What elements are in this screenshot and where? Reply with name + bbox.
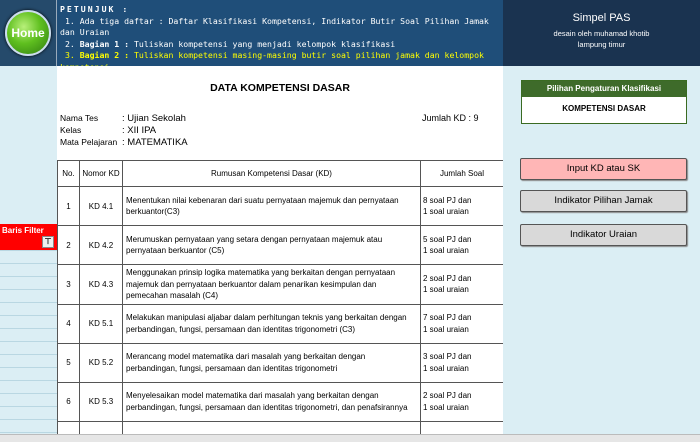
cell-no[interactable]: 3 [58,265,80,305]
jumlah-uraian: 1 soal uraian [423,402,469,412]
step-text: Tuliskan kompetensi yang menjadi kelompok klasifikasi [133,38,396,49]
author-location: lampung timur [577,40,626,49]
nama-tes-value[interactable]: : Ujian Sekolah [122,113,186,124]
cell-jumlah-soal[interactable] [421,187,504,226]
indikator-uraian-button[interactable]: Indikator Uraian [520,224,687,246]
cell-no[interactable]: 2 [58,226,80,265]
sheet-title: DATA KOMPETENSI DASAR [210,82,350,94]
kd-table-row[interactable] [58,187,504,226]
horizontal-scrollbar[interactable] [0,434,700,442]
cell-jumlah-soal[interactable] [421,343,504,382]
brand-panel [503,0,700,66]
col-rumusan: Rumusan Kompetensi Dasar (KD) [123,161,421,187]
step-number: 2. [64,38,75,49]
cell-rumusan[interactable]: Merancang model matematika dari masalah yang berkaitan dengan perbandingan, fungsi, persamaan dan identitas trigonometri [123,343,421,382]
jumlah-uraian: 1 soal uraian [423,363,469,373]
cell-nomor-kd[interactable]: KD 4.3 [80,265,123,305]
kd-table [57,160,503,442]
nama-tes-row [60,113,186,124]
cell-rumusan[interactable]: Menggunakan prinsip logika matematika yang berkaitan dengan pernyataan majemuk dan pernyataan berkuantor dalam penarikan kesimpulan dan pemecahan masalah (C4) [123,265,421,305]
cell-rumusan[interactable]: Menyelesaikan model matematika dari masalah yang berkaitan dengan perbandingan, fungsi, persamaan dan identitas trigonometri, dan penafsirannya [123,382,421,421]
kelas-value[interactable]: : XII IPA [122,125,157,136]
kd-table-row[interactable] [58,304,504,343]
instruction-step [60,16,500,39]
sheet-gridlines [0,250,57,442]
baris-filter-cell [0,224,57,250]
klasifikasi-box [521,80,687,124]
kd-table-header [58,161,504,187]
jumlah-uraian: 1 soal uraian [423,324,469,334]
cell-no[interactable]: 4 [58,304,80,343]
cell-jumlah-soal[interactable] [421,382,504,421]
kd-table-row[interactable] [58,265,504,305]
jumlah-pj: 8 soal PJ dan [423,195,472,205]
jumlah-uraian: 1 soal uraian [423,207,469,216]
kelas-row [60,125,156,136]
step-part-label: Bagian 2 : [79,50,130,60]
home-button[interactable]: Home [5,10,51,56]
author-credit: desain oleh muhamad khotib [553,29,650,38]
step-number: 1. [64,15,75,26]
jumlah-pj: 3 soal PJ dan [423,352,472,361]
cell-nomor-kd[interactable]: KD 5.3 [80,382,123,421]
cell-rumusan[interactable]: Merumuskan pernyataan yang setara dengan pernyataan majemuk atau pernyataan berkuantor (C5) [123,226,421,265]
left-strip [0,66,57,442]
cell-nomor-kd[interactable]: KD 5.2 [80,343,123,382]
kd-table-row[interactable] [58,343,504,382]
jumlah-pj: 5 soal PJ dan [423,234,472,244]
home-cell [0,0,57,66]
cell-rumusan[interactable]: Menentukan nilai kebenaran dari suatu pernyataan majemuk dan pernyataan berkuantor(C3) [123,187,421,226]
header-bar [0,0,700,66]
step-text: Tuliskan kompetensi masing-masing butir soal pilihan jamak dan kelompok [133,50,484,60]
kd-table-row[interactable] [58,226,504,265]
kd-sheet [57,66,503,442]
step-text: Ada tiga daftar : Daftar Klasifikasi Kompetensi, Indikator Butir Soal Pilihan Jamak dan Uraian [60,15,489,37]
input-kd-button[interactable]: Input KD atau SK [520,158,687,180]
cell-jumlah-soal[interactable] [421,304,504,343]
baris-filter-label: Baris Filter [2,226,44,235]
cell-no[interactable]: 5 [58,343,80,382]
jumlah-uraian: 1 soal uraian [423,246,469,255]
jumlah-pj: 2 soal PJ dan [423,391,472,400]
kd-table-row[interactable] [58,382,504,421]
filter-dropdown-icon[interactable]: ⊤ [42,236,54,248]
klasifikasi-value[interactable]: KOMPETENSI DASAR [562,104,646,113]
cell-jumlah-soal[interactable] [421,265,504,305]
jumlah-uraian: 1 soal uraian [423,285,469,295]
instruction-step [60,39,500,51]
step-part-label: Bagian 1 : [79,38,130,49]
col-nomor-kd: Nomor KD [80,161,123,187]
jumlah-kd: Jumlah KD : 9 [422,113,479,123]
col-no: No. [58,161,80,187]
jumlah-pj: 2 soal PJ dan [423,273,472,283]
cell-jumlah-soal[interactable] [421,226,504,265]
jumlah-pj: 7 soal PJ dan [423,313,472,322]
cell-rumusan[interactable]: Melakukan manipulasi aljabar dalam perhitungan teknis yang berkaitan dengan perbandingan, fungsi, persamaan dan identitas trigonometri (C3) [123,304,421,343]
step-number: 3. [64,50,75,60]
cell-nomor-kd[interactable]: KD 4.1 [80,187,123,226]
kelas-label: Kelas [60,125,82,135]
indikator-pilihan-jamak-button[interactable]: Indikator Pilihan Jamak [520,190,687,212]
mapel-row [60,137,188,148]
right-panel [503,66,700,442]
mapel-label: Mata Pelajaran [60,137,118,147]
cell-no[interactable]: 1 [58,187,80,226]
cell-nomor-kd[interactable]: KD 4.2 [80,226,123,265]
col-jumlah-soal: Jumlah Soal [421,161,504,187]
mapel-value[interactable]: : MATEMATIKA [122,137,188,148]
app-name: Simpel PAS [572,12,631,24]
klasifikasi-header: Pilihan Pengaturan Klasifikasi [522,81,686,97]
cell-nomor-kd[interactable]: KD 5.1 [80,304,123,343]
nama-tes-label: Nama Tes [60,113,99,123]
instructions-title: PETUNJUK : [60,4,130,14]
cell-no[interactable]: 6 [58,382,80,421]
